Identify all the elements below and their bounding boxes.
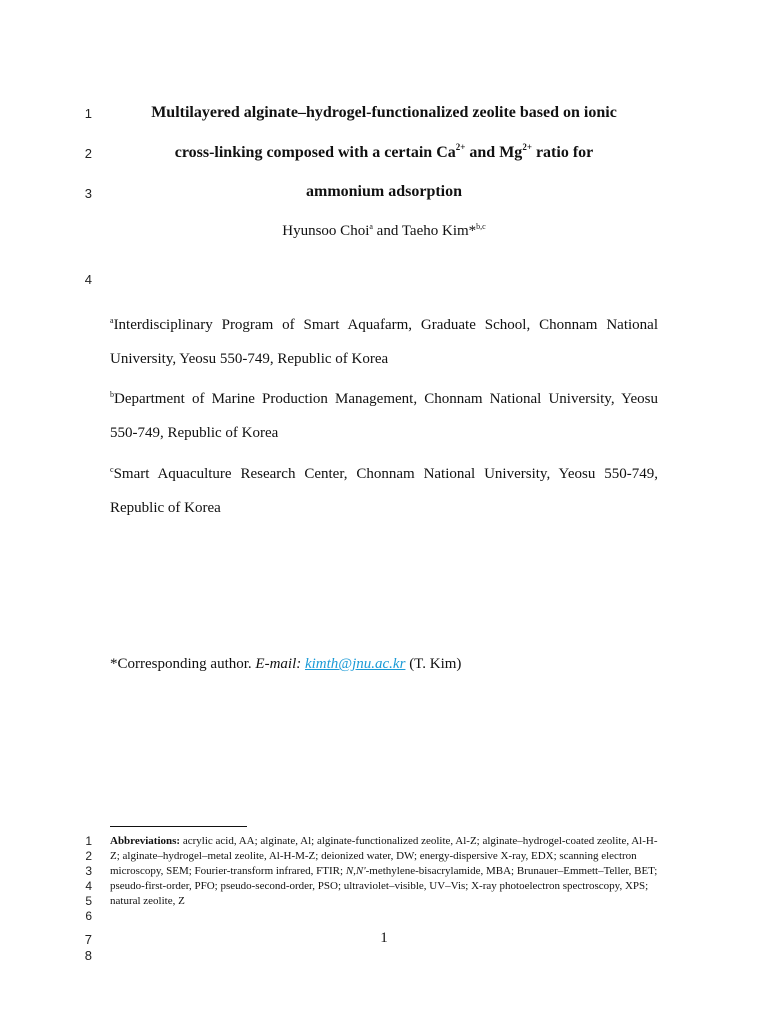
- line-number: 5: [85, 894, 92, 908]
- paper-title-line-1: Multilayered alginate–hydrogel-functionalized zeolite based on ionic: [151, 104, 617, 121]
- line-number: 2: [85, 849, 92, 863]
- line-number: 8: [84, 948, 92, 963]
- line-number: 3: [84, 186, 92, 201]
- author-list: Hyunsoo Choi$^a$ and Taeho Kim*$^{b,c}$: [282, 222, 486, 239]
- affiliation: $^a$Interdisciplinary Program of Smart Aquafarm, Graduate School, Chonnam National University, Yeosu 550-749, Republic of Korea: [110, 316, 658, 367]
- line-number: 1: [85, 834, 92, 848]
- corresponding-author: *Corresponding author. E-mail: kimth@jnu.ac.kr (T. Kim): [110, 656, 462, 672]
- affiliation: $^b$Department of Marine Production Management, Chonnam National University, Yeosu 550-749, Republic of Korea: [110, 390, 658, 441]
- line-number: 4: [85, 879, 92, 893]
- page-number: 1: [380, 930, 388, 946]
- email-link[interactable]: kimth@jnu.ac.kr: [304, 656, 406, 672]
- affiliation: $^c$Smart Aquaculture Research Center, Chonnam National University, Yeosu 550-749, Republic of Korea: [110, 465, 658, 516]
- paper-title-line-3: ammonium adsorption: [305, 183, 463, 200]
- paper-title-line-2: cross-linking composed with a certain $Ca^{2+}$ and $Mg^{2+}$ ratio for: [174, 142, 594, 161]
- line-number: 4: [84, 272, 92, 287]
- line-number: 6: [85, 909, 92, 923]
- line-number: 3: [85, 864, 92, 878]
- footnote-divider: [110, 826, 247, 827]
- line-number: 2: [84, 146, 92, 161]
- author-name: Hyunsoo Choi: [282, 223, 370, 239]
- author-name: Taeho Kim*: [401, 223, 477, 239]
- line-number: 7: [84, 932, 92, 947]
- abbreviations-footnote: Abbreviations: acrylic acid, AA; alginate, Al; alginate-functionalized zeolite, Al-Z; alginate–hydrogel-coated zeolite, Al-H-Z; alginate–hydrogel–metal zeolite, Al-H-M-Z; deionized water, DW; energy-dispersive X-ray, EDX; scanning electron microscopy, SEM; Fourier-transform infrared, FTIR; N,N'-methylene-bisacrylamide, MBA; Brunauer–Emmett–Teller, BET; pseudo-first-order, PFO; pseudo-second-order, PSO; ultraviolet–visible, UV–Vis; X-ray photoelectron spectroscopy, XPS; natural zeolite, Z: [110, 835, 658, 907]
- line-number: 1: [84, 106, 92, 121]
